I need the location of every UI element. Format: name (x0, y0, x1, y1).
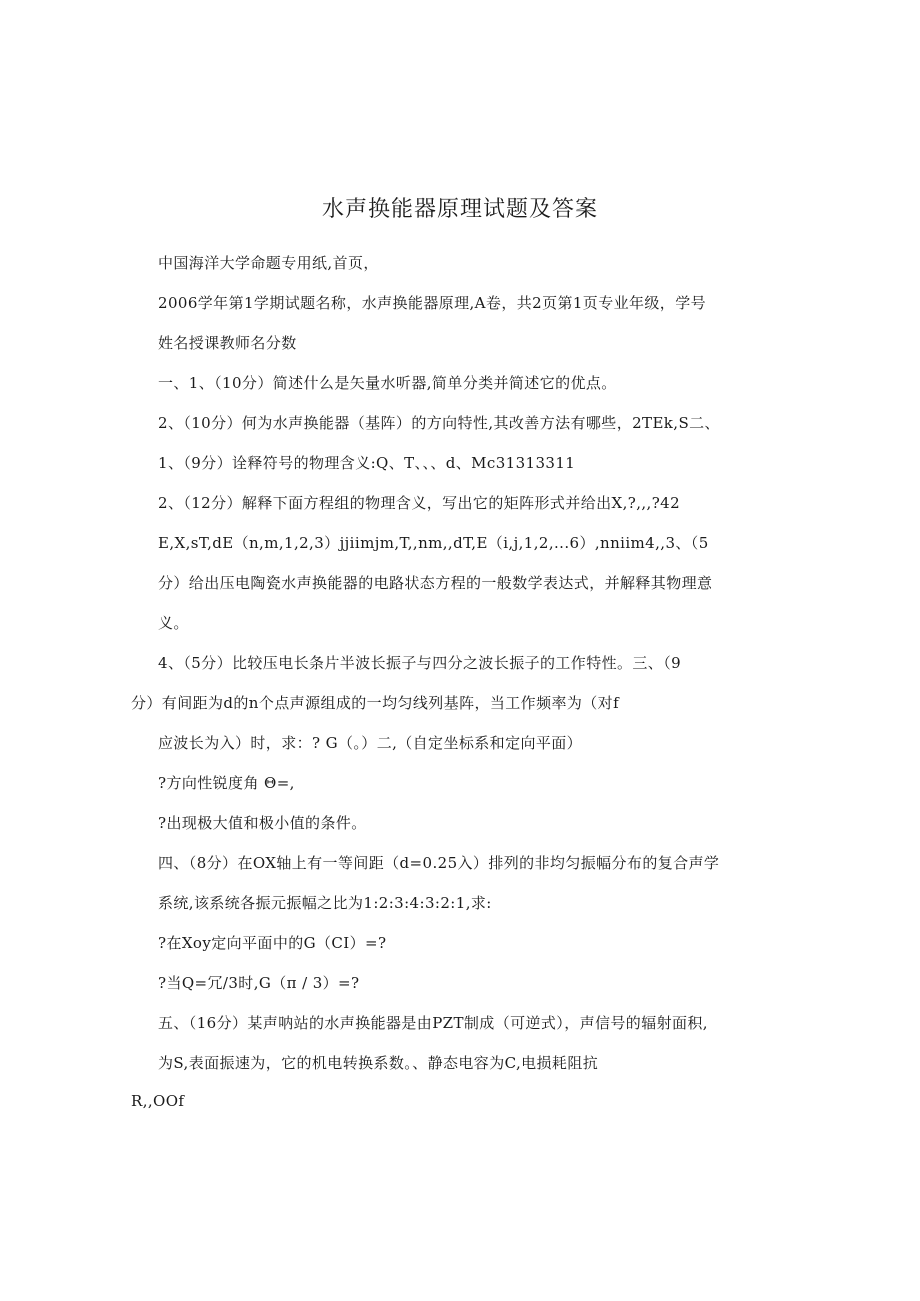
text-line-8: E,X,sT,dE（n,m,1,2,3）jjiimjm,T,,nm,,dT,E（i,j,1,2,...6）,nniim4,,3、（5 (158, 534, 709, 552)
text-line-13: 应波长为入）时，求：? G（。）二,（自定坐标系和定向平面） (158, 734, 583, 752)
text-line-4: 一、1、（10分）简述什么是矢量水听器,简单分类并简述它的优点。 (158, 374, 617, 392)
text-line-17: 系统,该系统各振元振幅之比为1:2:3:4:3:2:1,求: (158, 894, 492, 912)
text-line-6: 1、（9分）诠释符号的物理含义:Q、T、、、d、Mc31313311 (158, 454, 576, 472)
text-line-11: 4、（5分）比较压电长条片半波长振子与四分之波长振子的工作特性。三、（9 (158, 654, 682, 672)
text-line-18: ?在Xoy定向平面中的G（CI）=? (158, 934, 387, 952)
text-line-2: 2006学年第1学期试题名称，水声换能器原理,A卷，共2页第1页专业年级，学号 (158, 294, 707, 312)
page-title: 水声换能器原理试题及答案 (321, 197, 598, 222)
text-line-1: 中国海洋大学命题专用纸,首页， (158, 254, 379, 272)
text-line-5: 2、（10分）何为水声换能器（基阵）的方向特性,其改善方法有哪些，2TEk,S二、 (158, 414, 720, 432)
text-line-19: ?当Q=冗/3时,G（π / 3）=? (158, 974, 360, 992)
text-line-20: 五、（16分）某声呐站的水声换能器是由PZT制成（可逆式），声信号的辐射面积, (158, 1014, 708, 1032)
text-line-9: 分）给出压电陶瓷水声换能器的电路状态方程的一般数学表达式，并解释其物理意 (158, 574, 713, 592)
text-line-7: 2、（12分）解释下面方程组的物理含义，写出它的矩阵形式并给出X,?,,,?42 (158, 494, 681, 512)
text-line-12: 分）有间距为d的n个点声源组成的一均匀线列基阵，当工作频率为（对f (131, 694, 620, 712)
text-line-22: R,,OOf (131, 1092, 185, 1110)
text-line-16: 四、（8分）在OX轴上有一等间距（d=0.25入）排列的非均匀振幅分布的复合声学 (158, 854, 720, 872)
text-line-15: ?出现极大值和极小值的条件。 (158, 814, 367, 832)
text-line-3: 姓名授课教师名分数 (158, 334, 297, 352)
text-line-14: ?方向性锐度角 Θ=, (158, 774, 295, 792)
text-line-10: 义。 (158, 614, 189, 632)
text-line-21: 为S,表面振速为，它的机电转换系数。、静态电容为C,电损耗阻抗 (158, 1054, 599, 1072)
